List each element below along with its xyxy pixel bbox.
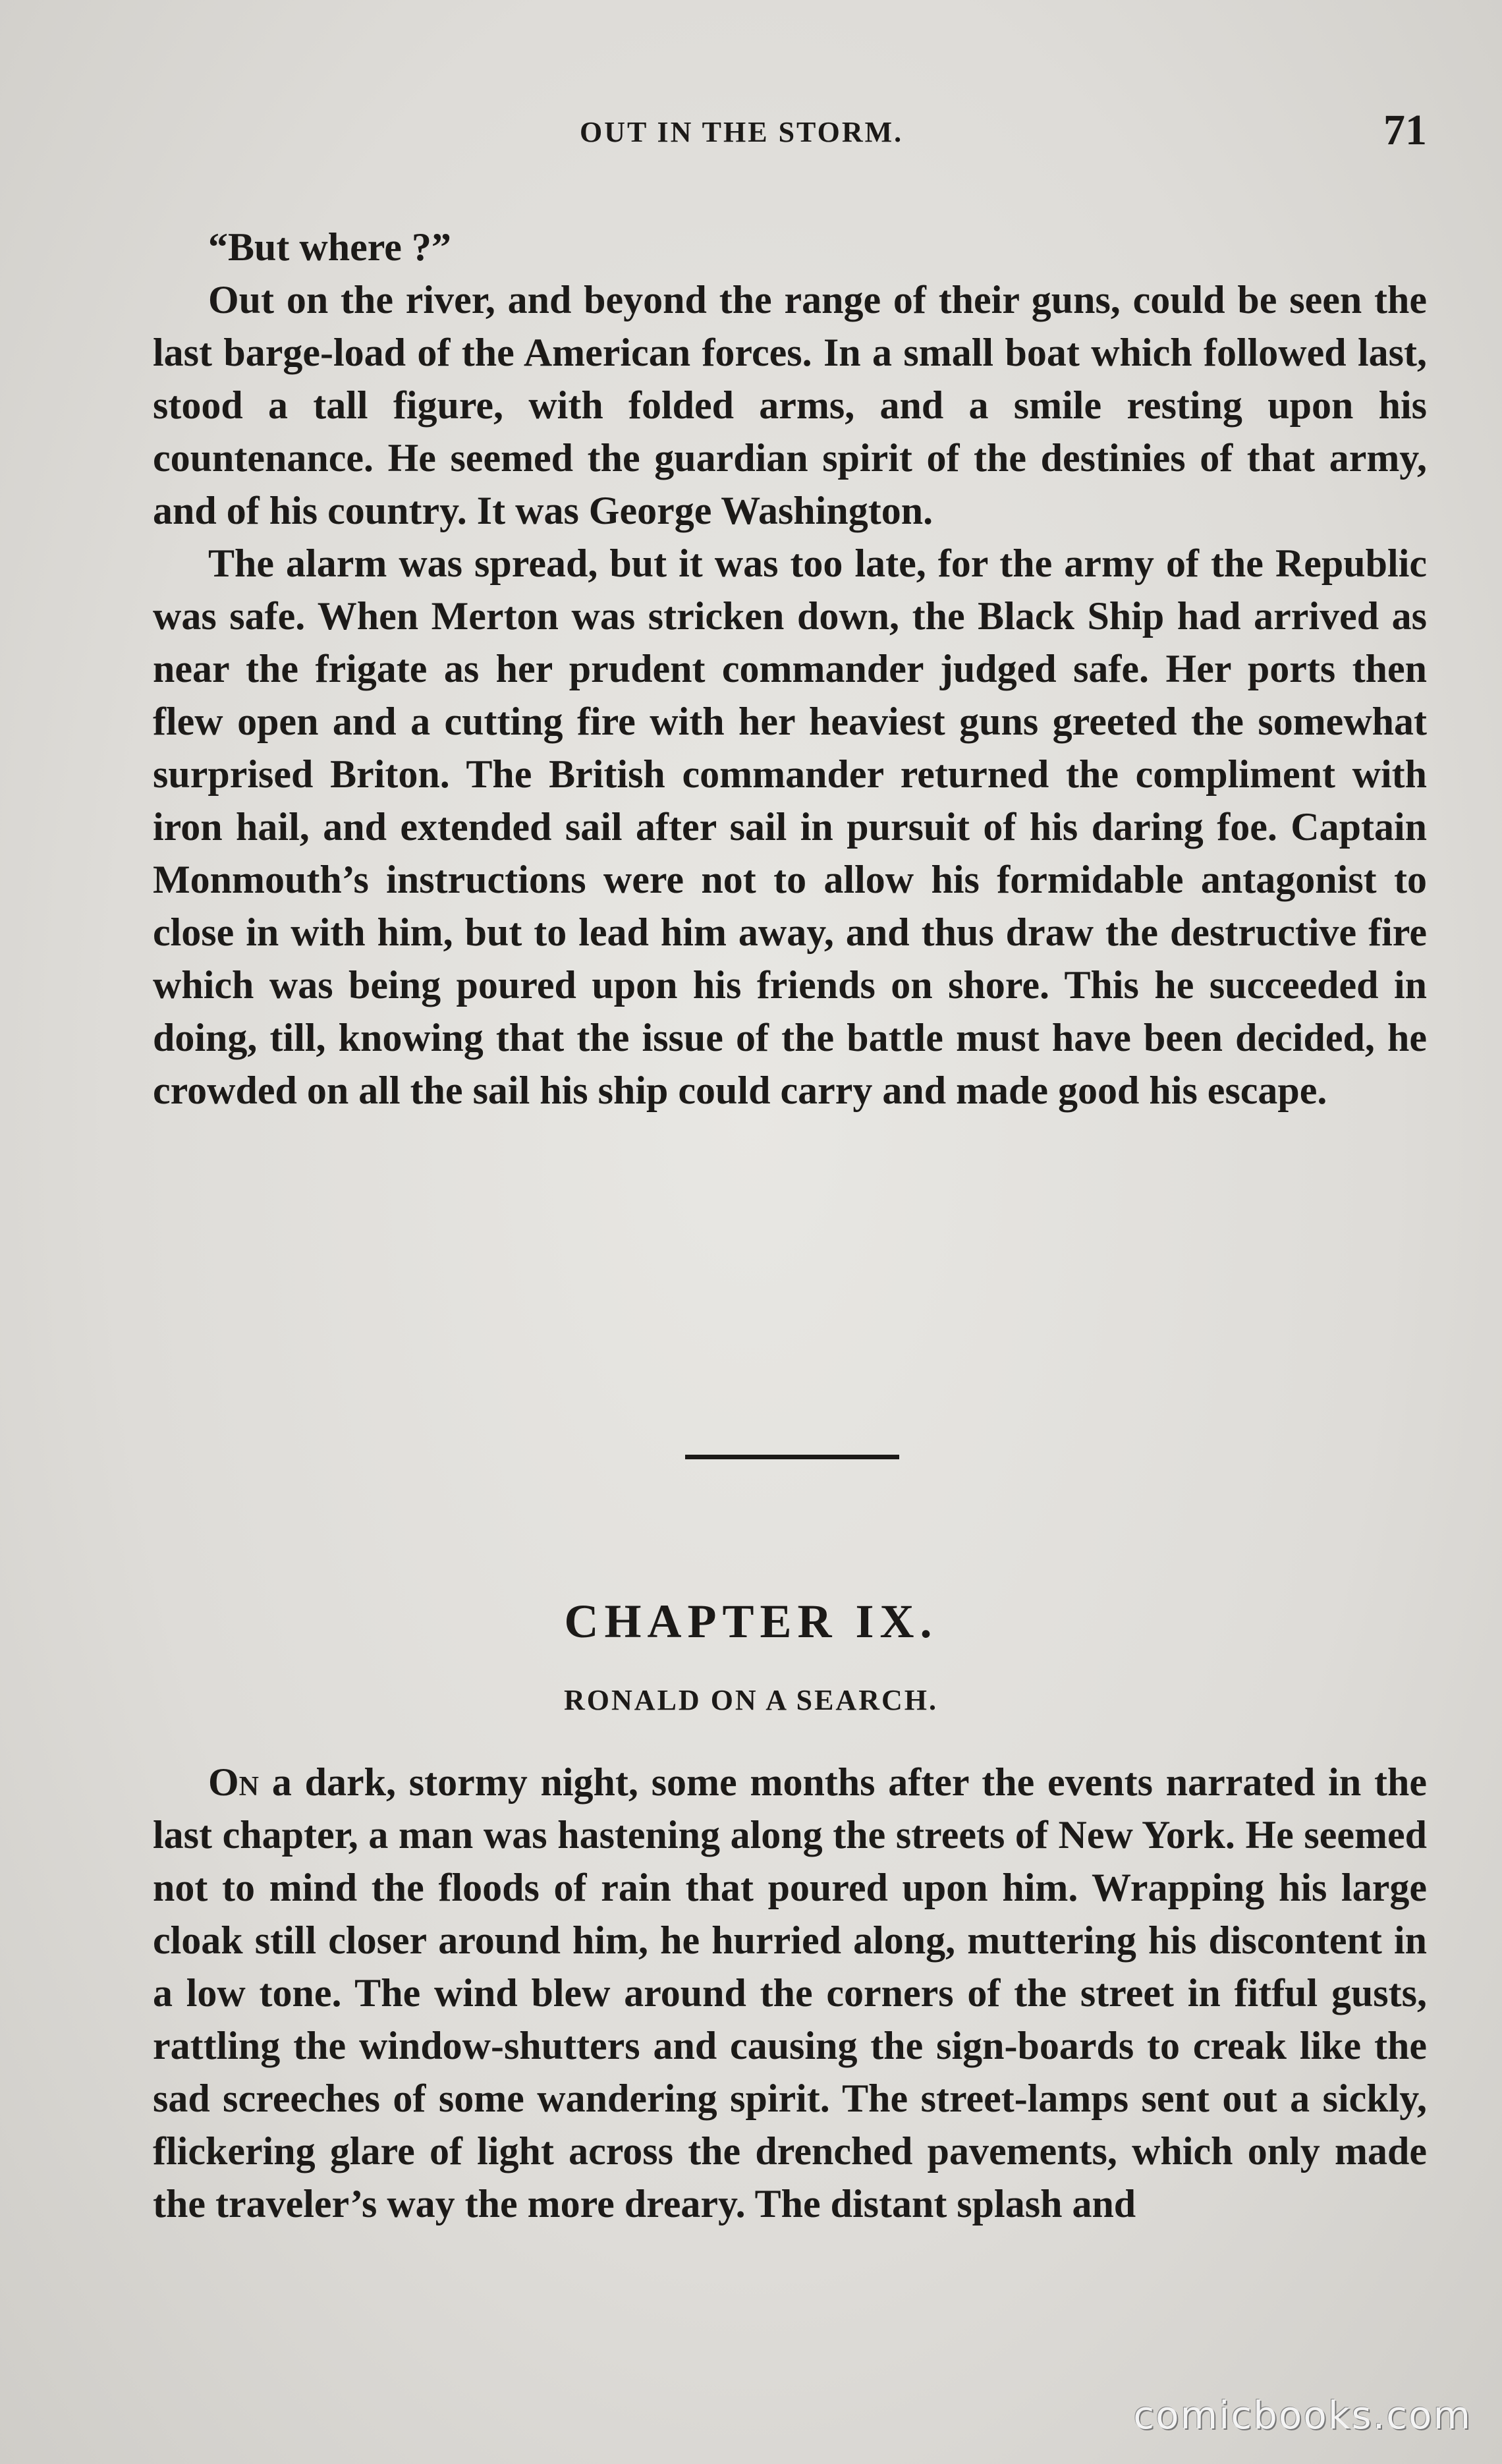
chapter-subtitle: RONALD ON A SEARCH. — [564, 1684, 938, 1716]
paragraph: Out on the river, and beyond the range of their guns, could be seen the last barge-load of the American forces. In a small boat which followed last, stood a tall figure, with folded arms, and a smile resting upon his countenance. He seemed the guardian spirit of the destinies of that army, and of his country. It was George Washington. — [153, 278, 1427, 532]
opening-paragraph-text: a dark, stormy night, some months after the events narrated in the last chapter, a man was hastening along the streets of New York. He seemed not to mind the floods of rain that poured upon him. Wrapping his large cloak still closer around him, he hurried along, muttering his discontent in a low tone. The wind blew around the corners of the street in fitful gusts, rattling the window-shutters and causing the sign-boards to creak like the sad screeches of some wandering spirit. The street-lamps sent out a sickly, flickering glare of light across the drenched pavements, which only made the traveler’s way the more dreary. The distant splash and — [153, 1760, 1427, 2226]
section-divider-rule — [685, 1455, 899, 1459]
running-title: OUT IN THE STORM. — [580, 116, 904, 148]
chapter-opening-paragraph — [153, 1756, 1427, 2230]
chapter-title: CHAPTER IX. — [564, 1595, 938, 1648]
paragraph: “But where ?” — [208, 225, 451, 269]
opening-word: On — [208, 1760, 260, 1804]
top-text-section — [153, 221, 1427, 1117]
paragraph: The alarm was spread, but it was too late, for the army of the Republic was safe. When Merton was stricken down, the Black Ship had arrived as near the frigate as her prudent commander judged safe. Her ports then flew open and a cutting fire with her heaviest guns greeted the somewhat surprised Briton. The British commander returned the compliment with iron hail, and extended sail after sail in pursuit of his daring foe. Captain Monmouth’s instructions were not to allow his formidable antagonist to close in with him, but to lead him away, and thus draw the destructive fire which was being poured upon his friends on shore. This he succeeded in doing, till, knowing that the issue of the battle must have been decided, he crowded on all the sail his ship could carry and made good his escape. — [153, 542, 1427, 1112]
chapter-text-section — [153, 1756, 1427, 2230]
watermark: comicbooks.com — [1133, 2393, 1472, 2438]
page-number: 71 — [1383, 106, 1427, 154]
